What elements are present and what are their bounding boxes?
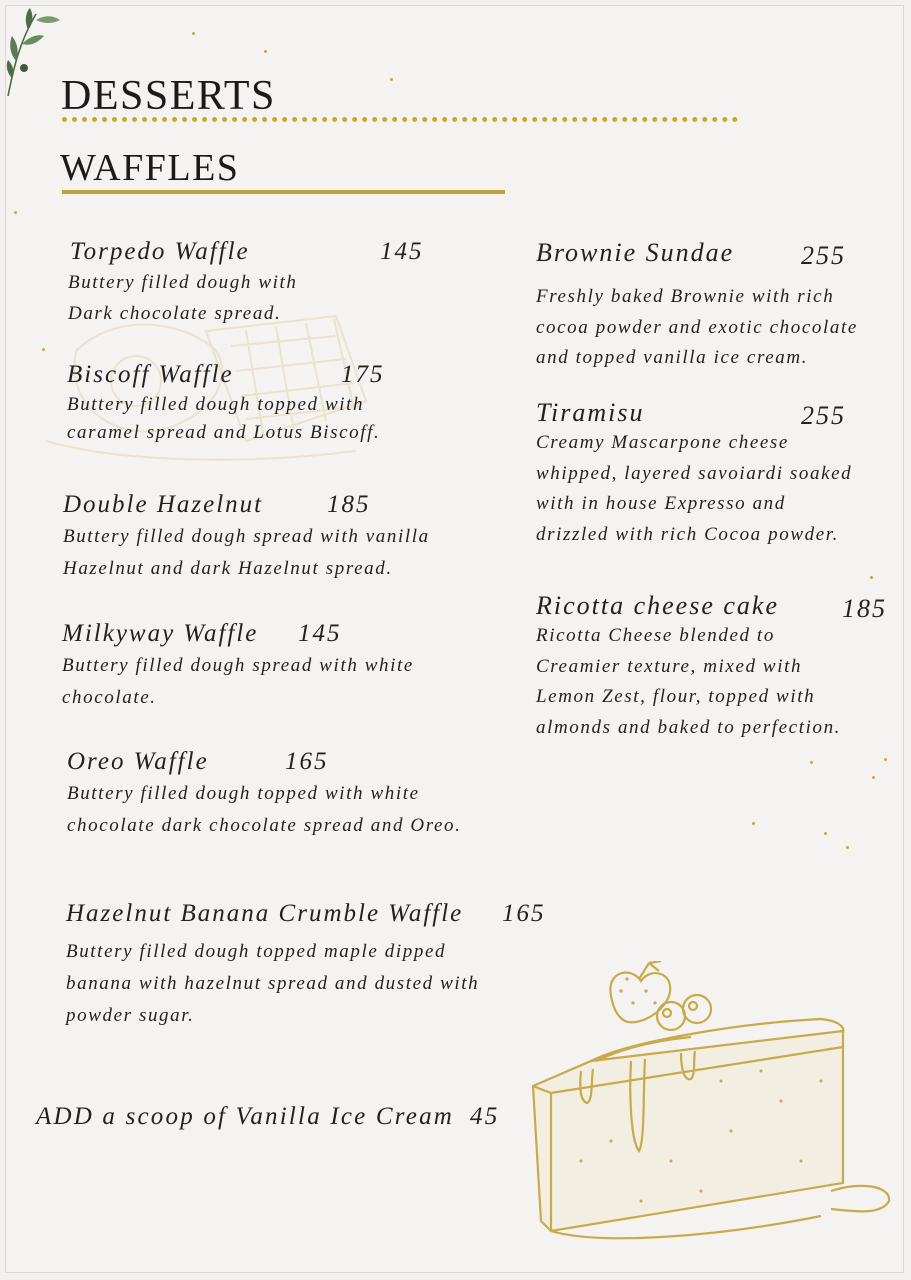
item-description: Buttery filled dough spread with vanilla Hazelnut and dark Hazelnut spread. xyxy=(63,526,430,579)
item-price: 185 xyxy=(327,491,371,518)
gold-speck xyxy=(14,211,17,214)
menu-item-milkyway-waffle xyxy=(62,620,502,714)
menu-item-oreo-waffle xyxy=(67,748,507,842)
item-name xyxy=(536,238,896,282)
item-description: Buttery filled dough topped with caramel spread and Lotus Biscoff. xyxy=(67,394,381,443)
menu-page xyxy=(6,6,903,1272)
item-description: Creamy Mascarpone cheese whipped, layered savoiardi soaked with in house Expresso and drizzled with rich Cocoa powder. xyxy=(536,432,853,545)
item-name-text: Tiramisu xyxy=(536,398,645,427)
item-name-text: Brownie Sundae xyxy=(536,238,735,267)
item-name xyxy=(536,591,896,621)
item-name xyxy=(63,491,503,521)
menu-item-hazelnut-banana-crumble-waffle xyxy=(66,900,546,1032)
leaf-branch-icon xyxy=(6,6,66,101)
item-price: 255 xyxy=(801,401,846,430)
item-name-text: Milkyway Waffle xyxy=(62,620,259,647)
title-divider xyxy=(62,117,738,122)
gold-speck xyxy=(42,348,45,351)
addon-label: ADD a scoop of Vanilla Ice Cream xyxy=(36,1103,455,1130)
menu-item-tiramisu xyxy=(536,398,896,550)
item-name-text: Oreo Waffle xyxy=(67,748,209,775)
item-name-text: Biscoff Waffle xyxy=(67,361,234,388)
item-name xyxy=(67,748,507,778)
gold-speck xyxy=(824,832,827,835)
menu-item-biscoff-waffle xyxy=(67,361,467,447)
item-name xyxy=(68,238,468,268)
item-price: 175 xyxy=(341,361,385,388)
gold-speck xyxy=(846,846,849,849)
addon-price: 45 xyxy=(470,1103,500,1130)
item-name xyxy=(536,398,896,428)
item-price: 185 xyxy=(842,594,887,623)
addon-ice-cream xyxy=(36,1103,499,1131)
item-description: Buttery filled dough topped maple dipped banana with hazelnut spread and dusted with powder sugar. xyxy=(66,941,480,1026)
section-divider xyxy=(62,190,505,194)
item-name xyxy=(67,361,467,391)
gold-speck xyxy=(192,32,195,35)
item-price: 145 xyxy=(298,620,342,647)
gold-speck xyxy=(870,576,873,579)
item-name-text: Ricotta cheese cake xyxy=(536,591,779,620)
gold-speck xyxy=(390,78,393,81)
item-description: Buttery filled dough with Dark chocolate spread. xyxy=(68,272,298,324)
gold-speck xyxy=(810,761,813,764)
item-price: 165 xyxy=(285,748,329,775)
item-name-text: Hazelnut Banana Crumble Waffle xyxy=(66,900,464,927)
item-description: Buttery filled dough topped with white chocolate dark chocolate spread and Oreo. xyxy=(67,783,462,836)
gold-speck xyxy=(872,776,875,779)
item-name-text: Double Hazelnut xyxy=(63,491,264,518)
item-name xyxy=(62,620,502,650)
item-description: Buttery filled dough spread with white chocolate. xyxy=(62,655,414,708)
gold-speck xyxy=(884,758,887,761)
section-title: WAFFLES xyxy=(60,147,240,189)
item-description: Ricotta Cheese blended to Creamier texture, mixed with Lemon Zest, flour, topped with almonds and baked to perfection. xyxy=(536,625,842,738)
gold-speck xyxy=(264,50,267,53)
item-name-text: Torpedo Waffle xyxy=(70,238,250,265)
cheesecake-sketch-icon xyxy=(521,961,896,1251)
page-title: DESSERTS xyxy=(61,73,276,119)
gold-speck xyxy=(752,822,755,825)
menu-item-brownie-sundae xyxy=(536,238,896,374)
item-description: Freshly baked Brownie with rich cocoa powder and exotic chocolate and topped vanilla ice cream. xyxy=(536,286,858,368)
menu-item-double-hazelnut xyxy=(63,491,503,585)
item-price: 255 xyxy=(801,241,846,270)
item-price: 145 xyxy=(380,238,424,265)
menu-item-ricotta-cheese-cake xyxy=(536,591,896,743)
item-name xyxy=(66,900,546,936)
menu-item-torpedo-waffle xyxy=(68,238,468,329)
item-price: 165 xyxy=(502,900,546,927)
